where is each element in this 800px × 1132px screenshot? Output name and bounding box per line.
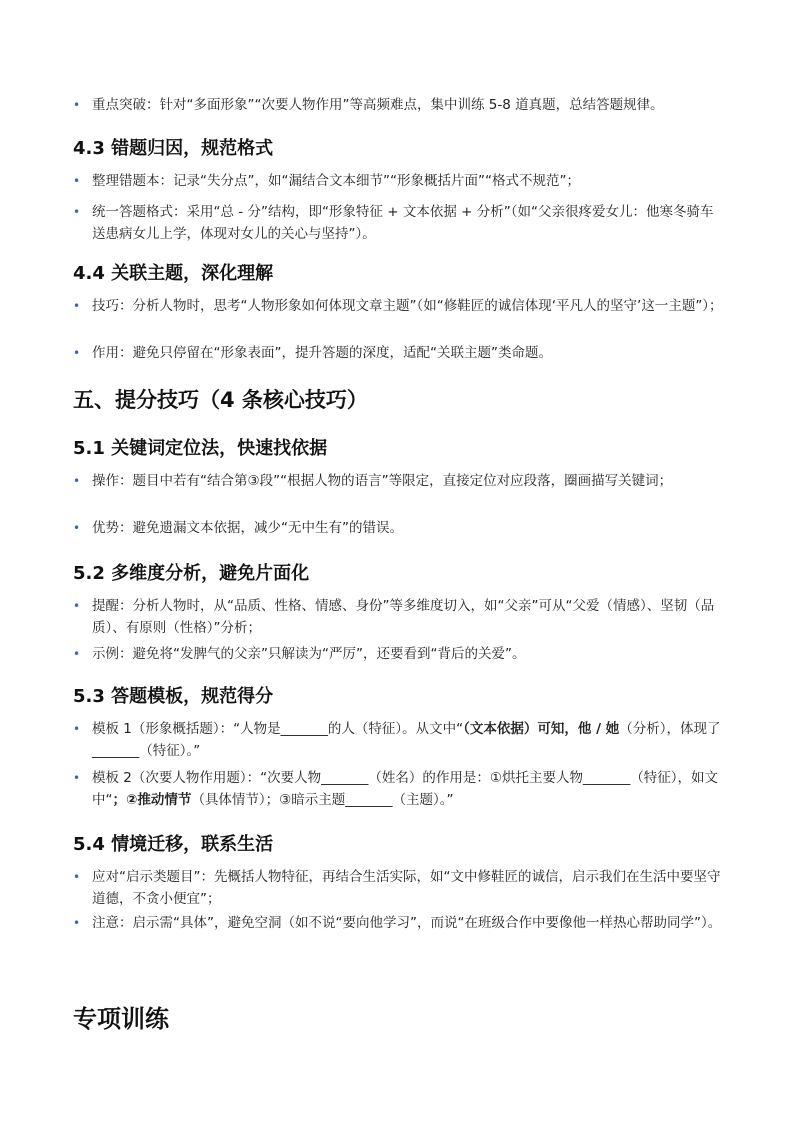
bullet-icon: • [73, 647, 81, 661]
answer-blank: _______ [280, 721, 328, 737]
bullet-icon: • [73, 346, 81, 360]
bullet-icon: • [73, 174, 81, 188]
bullet-icon: • [73, 205, 81, 219]
list-item-text: 注意：启示需“具体”，避免空洞（如不说“要向他学习”，而说“在班级合作中要像他一样热心帮助同学”）。 [92, 915, 722, 931]
list-item-text: 优势：避免遗漏文本依据，减少“无中生有”的错误。 [92, 520, 403, 536]
answer-blank: _______ [582, 770, 631, 786]
list-item [73, 295, 723, 317]
section-heading-5-3: 5.3 答题模板，规范得分 [73, 686, 274, 707]
chapter-heading-5: 五、提分技巧（4 条核心技巧） [73, 388, 368, 412]
template-1-text: 模板 1（形象概括题）：“人物是_______的人（特征）。从文中“（文本依据）可知，他 / 她（分析），体现了_______（特征）。” [92, 721, 721, 759]
list-item-text: 应对“启示类题目”：先概括人物特征，再结合生活实际，如“文中修鞋匠的诚信，启示我们在生活中要坚守道德，不贪小便宜”； [92, 869, 721, 907]
section-heading-4-4: 4.4 关联主题，深化理解 [73, 263, 274, 284]
answer-blank: _______ [345, 792, 393, 808]
list-item [73, 201, 723, 245]
section-heading-5-1: 5.1 关键词定位法，快速找依据 [73, 438, 328, 459]
list-item [73, 94, 723, 116]
list-item-text: 作用：避免只停留在“形象表面”，提升答题的深度，适配“关联主题”类命题。 [92, 345, 552, 361]
template-2-text: 模板 2（次要人物作用题）：“次要人物_______（姓名）的作用是：①烘托主要人物_______（特征），如文中“；②推动情节（具体情节）；③暗示主题_______（主题）。” [92, 770, 718, 808]
list-item [73, 470, 723, 492]
list-item-text: 提醒：分析人物时，从“品质、性格、情感、身份”等多维度切入，如“父亲”可从“父爱（情感）、坚韧（品质）、有原则（性格）”分析； [92, 598, 715, 636]
answer-blank: _______ [321, 770, 369, 786]
list-item-text: 整理错题本：记录“失分点”，如“漏结合文本细节”“形象概括片面”“格式不规范”； [92, 173, 580, 189]
bullet-icon: • [73, 916, 81, 930]
bullet-icon: • [73, 98, 81, 112]
list-item [73, 595, 723, 639]
bullet-icon: • [73, 521, 81, 535]
list-item-text: 示例：避免将“发脾气的父亲”只解读为“严厉”，还要看到“背后的关爱”。 [92, 646, 526, 662]
bullet-icon: • [73, 870, 81, 884]
list-item-text: 统一答题格式：采用“总 - 分”结构，即“形象特征 + 文本依据 + 分析”（如“父亲很疼爱女儿：他寒冬骑车送患病女儿上学，体现对女儿的关心与坚持”）。 [92, 204, 714, 242]
list-item [73, 866, 723, 910]
list-item-text: 操作：题目中若有“结合第③段”“根据人物的语言”等限定，直接定位对应段落，圈画描写关键词； [92, 473, 673, 489]
bullet-icon: • [73, 722, 81, 736]
section-heading-4-3: 4.3 错题归因，规范格式 [73, 138, 274, 159]
list-item [73, 517, 723, 539]
list-item [73, 718, 723, 762]
training-heading: 专项训练 [73, 1005, 169, 1033]
answer-blank: _______ [92, 743, 140, 759]
section-heading-5-2: 5.2 多维度分析，避免片面化 [73, 563, 310, 584]
bullet-icon: • [73, 474, 81, 488]
list-item [73, 767, 723, 811]
list-item-text: 重点突破：针对“多面形象”“次要人物作用”等高频难点，集中训练 5-8 道真题，总结答题规律。 [92, 97, 664, 113]
list-item [73, 912, 723, 934]
bold-text: （文本依据）可知，他 / 她 [463, 721, 620, 737]
list-item [73, 342, 723, 364]
bullet-icon: • [73, 299, 81, 313]
list-item [73, 643, 723, 665]
bold-text: ；②推动情节 [112, 792, 192, 808]
list-item-text: 技巧：分析人物时，思考“人物形象如何体现文章主题”（如“修鞋匠的诚信体现‘平凡人的坚守’这一主题”）； [92, 298, 723, 314]
list-item [73, 170, 723, 192]
section-heading-5-4: 5.4 情境迁移，联系生活 [73, 834, 274, 855]
bullet-icon: • [73, 599, 81, 613]
bullet-icon: • [73, 771, 81, 785]
